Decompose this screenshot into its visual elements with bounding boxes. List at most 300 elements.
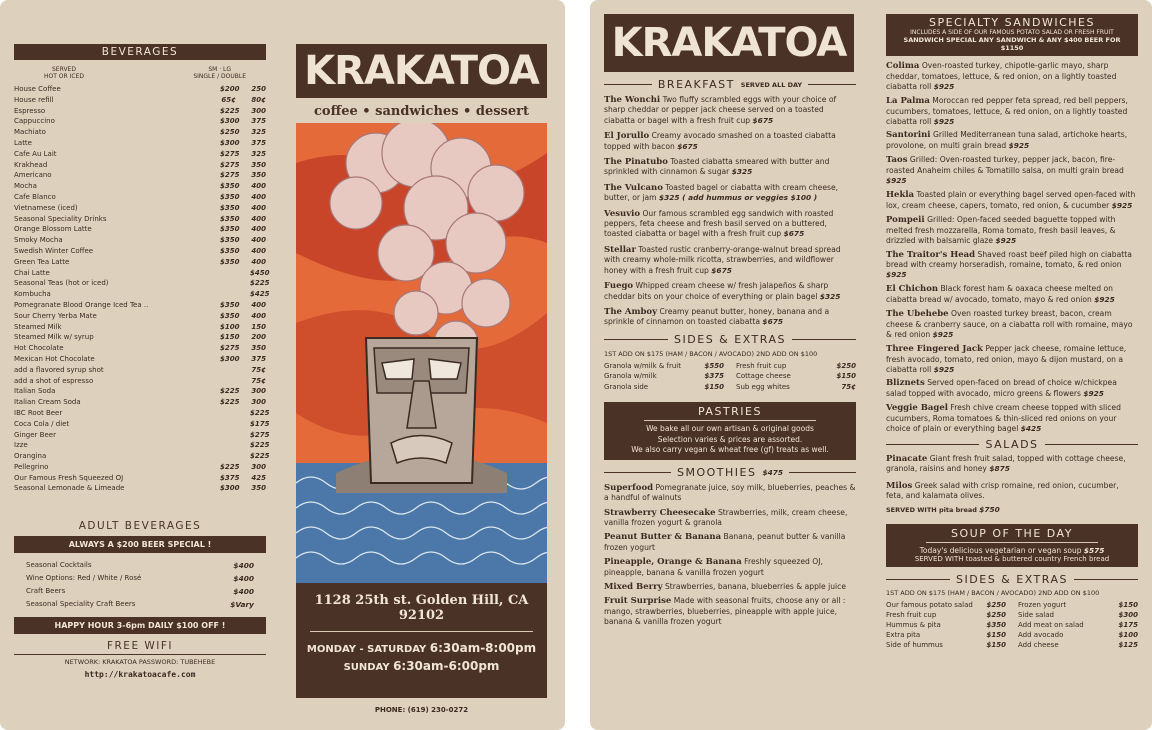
item-name: Strawberry Cheesecake: [604, 507, 716, 518]
beverage-price-sm: $225: [220, 398, 240, 407]
side-name: Fresh fruit cup: [736, 361, 787, 370]
beverage-row: [14, 95, 266, 106]
sandwiches-item: [886, 96, 1138, 127]
side-price: $150: [704, 382, 724, 391]
beverage-name: Cappuccino: [14, 117, 55, 126]
item-name: The Traitor's Head: [886, 249, 976, 260]
item-name: Pinacate: [886, 454, 928, 464]
sandwiches-item: [886, 215, 1138, 246]
beverage-row: [14, 116, 266, 127]
item-name: Bliznets: [886, 378, 925, 389]
item-name: Vesuvio: [604, 208, 641, 219]
side-row: [1018, 630, 1138, 640]
item-name: Fruit Surprise: [604, 596, 672, 607]
beverage-price-sm: $275: [220, 160, 240, 169]
smoothies-item: [604, 532, 856, 553]
side-row: [604, 382, 724, 393]
pastries-text: [604, 424, 856, 456]
item-desc: Banana, peanut butter & vanilla frozen yogurt: [604, 532, 846, 552]
adult-row: [26, 598, 254, 611]
beverage-price-lg: $275: [250, 430, 270, 439]
beverage-price-lg: 350: [251, 160, 266, 169]
beverage-name: Krakhead: [14, 160, 48, 169]
beverage-row: [14, 246, 266, 257]
poster-footer: [296, 583, 547, 698]
beverage-name: Cafe Blanco: [14, 192, 56, 201]
adult-row: [26, 572, 254, 585]
volcano-illustration: [296, 123, 547, 583]
beverage-row: [14, 332, 266, 343]
side-name: Add cheese: [1018, 640, 1059, 649]
soup-price: $575: [1083, 545, 1105, 555]
soup-desc: Today's delicious vegetarian or vegan soup: [919, 545, 1082, 555]
side-price: $250: [986, 610, 1006, 619]
item-desc: Giant fresh fruit salad, topped with cottage cheese, granola, raisins and honey: [886, 454, 1126, 474]
beverage-price-lg: 400: [251, 236, 266, 245]
adult-price: $Vary: [230, 600, 254, 609]
beverage-price-lg: 400: [251, 225, 266, 234]
beverage-row: [14, 84, 266, 95]
beverage-price-lg: 400: [251, 300, 266, 309]
beverage-name: Seasonal Lemonade & Limeade: [14, 484, 125, 493]
beverage-price-sm: $275: [220, 149, 240, 158]
adult-row: [26, 585, 254, 598]
beverage-price-sm: $350: [220, 192, 240, 201]
hours: [296, 640, 547, 676]
beverage-row: [14, 430, 270, 441]
beverage-price-lg: $225: [250, 441, 270, 450]
side-name: Side salad: [1018, 610, 1054, 619]
beverage-name: House refill: [14, 95, 54, 104]
item-name: Peanut Butter & Banana: [604, 532, 722, 543]
sandwich-header: [886, 14, 1138, 56]
beverage-row: [14, 289, 270, 300]
adult-title: ADULT BEVERAGES: [78, 520, 202, 532]
beverage-price-lg: 350: [251, 344, 266, 353]
beverage-price-lg: 80¢: [251, 95, 266, 104]
side-price: $150: [836, 372, 856, 381]
breakfast-item: [604, 131, 856, 152]
salads-title: SALADS: [985, 438, 1039, 451]
beverage-price-sm: $350: [220, 214, 240, 223]
item-desc: Oven-roasted turkey, chipotle-garlic mayo, sharp cheddar, tomatoes, lettuce, & red onion, on a lightly toasted ciabatta roll: [886, 61, 1117, 91]
beverage-price-lg: 350: [251, 171, 266, 180]
beverage-price-sm: $225: [220, 387, 240, 396]
pastry-line: We also carry vegan & wheat free (gf) treats as well.: [631, 445, 829, 455]
item-desc: Creamy peanut butter, honey, banana and a sprinkle of cinnamon on toasted ciabatta: [604, 306, 830, 327]
beverage-price-sm: $350: [220, 225, 240, 234]
beverage-row: [14, 278, 270, 289]
side-name: Add meat on salad: [1018, 620, 1084, 629]
side-row: [736, 371, 856, 382]
item-desc: Grilled: Open-faced seeded baguette topped with melted fresh mozzarella, Roma tomato, fresh basil leaves, & drizzled with balsamic glaze: [886, 214, 1116, 245]
adult-price: $400: [233, 587, 254, 596]
beverage-price-sm: 65¢: [221, 95, 236, 104]
beverage-row: [14, 127, 266, 138]
side-row: [886, 640, 1006, 650]
side-price: $250: [986, 600, 1006, 609]
item-name: El Jorullo: [604, 131, 650, 142]
poster-logo: KRAKATOA: [296, 44, 547, 98]
adult-name: Seasonal Speciality Craft Beers: [26, 600, 136, 608]
pastries-title: PASTRIES: [698, 405, 762, 419]
adult-beverages: [14, 518, 266, 679]
beverage-row: [14, 440, 270, 451]
side-row: [604, 371, 724, 382]
item-desc: Shaved roast beef piled high on ciabatta bread with creamy horseradish, romaine, tomato, & red onion: [886, 249, 1132, 270]
item-price: $675: [783, 229, 805, 239]
beverage-row: [14, 214, 266, 225]
beverages-title: BEVERAGES: [14, 44, 266, 60]
item-desc: Greek salad with crisp romaine, red onion, cucumber, feta, and kalamata olives.: [886, 480, 1119, 501]
beverage-price-sm: $300: [220, 138, 240, 147]
side-row: [1018, 600, 1138, 610]
item-desc: Toasted bagel or ciabatta with cream cheese, butter, or jam: [604, 182, 839, 203]
beverage-price-sm: $275: [220, 171, 240, 180]
beverage-price-sm: [220, 289, 236, 300]
item-desc: Moroccan red pepper feta spread, red bell peppers, cucumbers, tomatoes, lettuce, & red onion, on a lightly toasted ciabatta roll: [886, 95, 1128, 126]
side-price: $100: [1118, 630, 1138, 639]
size-note: SM · LG: [208, 66, 232, 73]
item-name: Superfood: [604, 482, 654, 493]
item-price: $675: [752, 115, 774, 125]
phone: PHONE: (619) 230-0272: [374, 706, 469, 714]
beverage-name: add a flavored syrup shot: [14, 365, 104, 374]
item-price: $925: [933, 81, 955, 91]
beverage-row: [14, 483, 266, 494]
beverage-row: [14, 268, 270, 279]
beverage-row: [14, 160, 266, 171]
left-menu-page: [0, 0, 565, 730]
beverage-name: Green Tea Latte: [14, 257, 70, 266]
breakfast-title: BREAKFAST: [657, 78, 735, 91]
sandwiches-item: [886, 130, 1138, 151]
smoothies-price: $475: [762, 467, 784, 477]
side-price: $150: [1118, 600, 1138, 609]
beverage-price-sm: [220, 278, 236, 289]
item-price: $925: [1083, 389, 1104, 399]
sandwich-special: SANDWICH SPECIAL ANY SANDWICH & ANY $400 BEER FOR $1150: [903, 36, 1121, 52]
beverage-price-sm: $350: [220, 203, 240, 212]
beverage-price-sm: $350: [220, 236, 240, 245]
item-price: $925: [1008, 141, 1030, 151]
item-price: $875: [989, 464, 1010, 474]
website-link[interactable]: http://krakatoacafe.com: [84, 670, 196, 679]
sides-addon: 1ST ADD ON $175 (HAM / BACON / AVOCADO) 2ND ADD ON $100: [604, 349, 818, 358]
sandwiches-item: [886, 250, 1138, 281]
beverage-price-sm: $150: [220, 333, 240, 342]
item-name: Fuego: [604, 281, 634, 292]
beverage-row: [14, 376, 266, 387]
item-price: $925: [1111, 200, 1133, 210]
side-row: [736, 382, 856, 393]
beverage-name: Espresso: [14, 106, 46, 115]
breakfast-item: [604, 307, 856, 328]
salads-item: [886, 481, 1138, 502]
sandwich-column: [886, 14, 1138, 650]
item-desc: Toasted rustic cranberry-orange-walnut bread spread with creamy whole-milk ricotta, strawberries, and wildflower honey with a fresh fruit cup: [604, 244, 841, 275]
single-double-note: SINGLE / DOUBLE: [193, 73, 246, 80]
hours-days: MONDAY - SATURDAY: [306, 644, 427, 655]
beverage-name: Chai Latte: [14, 268, 50, 277]
beverage-row: [14, 257, 266, 268]
item-price: $425: [1020, 424, 1042, 434]
beverage-row: [14, 192, 266, 203]
side-name: Frozen yogurt: [1018, 600, 1067, 609]
smoothies-item: [604, 596, 856, 627]
item-desc: Oven roasted turkey breast, bacon, cream cheese & cranberry sauce, on a ciabatta roll with romaine, mayo & red onion: [886, 309, 1133, 339]
item-desc: Fresh chive cream cheese topped with sliced cucumbers, Roma tomatoes & thin-sliced red onions on your choice of plain or everything bagel: [886, 403, 1121, 434]
sandwiches-item: [886, 403, 1138, 434]
beverage-row: [14, 149, 266, 160]
beverage-name: Steamed Milk: [14, 322, 62, 331]
item-desc: Toasted ciabatta smeared with butter and sprinkled with cinnamon & sugar: [604, 157, 830, 177]
beverage-price-lg: 375: [251, 354, 266, 363]
side-name: Our famous potato salad: [886, 600, 973, 609]
beverage-price-sm: $300: [220, 484, 240, 493]
item-name: The Amboy: [604, 306, 658, 317]
beverage-row: [14, 138, 266, 149]
breakfast-item: [604, 281, 856, 302]
item-desc: Our famous scrambled egg sandwich with roasted peppers, feta cheese and fresh basil served on a buttered, toasted ciabatta or bagel with a fresh fruit cup: [604, 208, 834, 239]
adult-name: Wine Options: Red / White / Rosé: [26, 574, 142, 582]
smoothies-item: [604, 483, 856, 504]
beverage-price-sm: [220, 440, 236, 451]
beverage-row: [14, 322, 266, 333]
side-price: $175: [1118, 620, 1138, 629]
beverage-row: [14, 224, 266, 235]
beverage-price-lg: 75¢: [251, 365, 266, 374]
beverage-name: Vietnamese (iced): [14, 203, 78, 212]
beverage-price-sm: $350: [220, 246, 240, 255]
beverage-price-sm: [220, 408, 236, 419]
beverage-price-lg: 150: [251, 322, 266, 331]
beverage-price-sm: [220, 268, 236, 279]
beverage-price-sm: $350: [220, 311, 240, 320]
beverage-name: Kombucha: [14, 290, 51, 299]
beverage-name: Ginger Beer: [14, 430, 56, 439]
item-desc: Pomegranate juice, soy milk, blueberries, peaches & a handful of walnuts: [604, 482, 856, 503]
beverage-price-lg: 400: [251, 214, 266, 223]
adult-price: $400: [233, 561, 254, 570]
breakfast-item: [604, 95, 856, 126]
item-name: Taos: [886, 155, 908, 166]
breakfast-item: [604, 209, 856, 240]
beverage-price-lg: 400: [251, 257, 266, 266]
hours-row: [296, 640, 547, 658]
side-row: [886, 620, 1006, 630]
beverage-price-lg: 300: [251, 387, 266, 396]
beverage-price-sm: $350: [220, 257, 240, 266]
beverage-price-sm: [220, 430, 236, 441]
beverage-row: [14, 343, 266, 354]
beverage-row: [14, 419, 270, 430]
beverage-row: [14, 354, 266, 365]
item-desc: Strawberries, banana, blueberries & apple juice: [664, 581, 846, 591]
item-desc: Strawberries, milk, cream cheese, vanilla frozen yogurt & granola: [604, 507, 848, 527]
item-name: The Ubehebe: [886, 309, 949, 320]
beverage-price-sm: $300: [220, 354, 240, 363]
beverage-name: Swedish Winter Coffee: [14, 246, 94, 255]
side-name: Side of hummus: [886, 640, 943, 649]
beverage-row: [14, 397, 266, 408]
sandwich-note: INCLUDES A SIDE OF OUR FAMOUS POTATO SALAD OR FRESH FRUIT: [910, 29, 1114, 36]
beverage-price-sm: $350: [220, 300, 240, 309]
breakfast-note: SERVED ALL DAY: [740, 80, 803, 89]
side-name: Fresh fruit cup: [886, 610, 937, 619]
tiki-head: [366, 338, 477, 483]
side-price: $375: [704, 372, 724, 381]
item-name: Three Fingered Jack: [886, 343, 983, 354]
side-price: $300: [1118, 610, 1138, 619]
beverage-price-sm: $225: [220, 462, 240, 471]
beverage-price-lg: 375: [251, 117, 266, 126]
side-price: $250: [836, 361, 856, 370]
breakfast-list: [604, 95, 856, 328]
adult-name: Seasonal Cocktails: [26, 561, 92, 569]
sandwiches-item: [886, 344, 1138, 375]
beverage-row: [14, 365, 266, 376]
beverage-price-sm: $100: [220, 322, 240, 331]
side-name: Hummus & pita: [886, 620, 941, 629]
beverage-row: [14, 203, 266, 214]
beverage-list: [14, 84, 270, 494]
breakfast-column: [604, 14, 856, 632]
beverage-row: [14, 311, 266, 322]
item-name: El Chichon: [886, 284, 939, 295]
item-name: The Vulcano: [604, 182, 663, 193]
item-name: Milos: [886, 480, 913, 491]
item-name: Mixed Berry: [604, 581, 663, 592]
wifi-title: FREE WIFI: [106, 640, 174, 652]
side-price: $125: [1118, 640, 1138, 649]
breakfast-item: [604, 183, 856, 204]
beverage-price-lg: $225: [250, 408, 270, 417]
beverage-price-lg: 400: [251, 311, 266, 320]
breakfast-item: [604, 157, 856, 178]
beverage-name: Mexican Hot Chocolate: [14, 354, 95, 363]
right-menu-page: [590, 0, 1152, 730]
side-row: [604, 361, 724, 372]
item-price: $675: [711, 265, 732, 275]
item-name: Veggie Bagel: [886, 403, 948, 414]
item-price: $675: [677, 141, 698, 151]
salads-item: [886, 454, 1138, 475]
sides2-addon: 1ST ADD ON $175 (HAM / BACON / AVOCADO) 2ND ADD ON $100: [886, 588, 1100, 597]
beverage-price-sm: [220, 419, 236, 430]
beverage-price-sm: $200: [220, 85, 240, 93]
side-row: [736, 361, 856, 372]
side-name: Cottage cheese: [736, 372, 791, 381]
item-price: $925: [886, 176, 907, 186]
sides-title: SIDES & EXTRAS: [674, 332, 786, 346]
beverage-price-sm: $300: [220, 117, 240, 126]
beverage-name: Seasonal Teas (hot or iced): [14, 279, 109, 288]
adult-row: [26, 559, 254, 572]
item-name: Colima: [886, 61, 920, 71]
pastry-line: We bake all our own artisan & original goods: [646, 424, 814, 434]
item-desc: Toasted plain or everything bagel served open-faced with lox, cream cheese, capers, tomato, red onion, & cucumber: [886, 189, 1136, 210]
beverage-row: [14, 386, 266, 397]
side-name: Extra pita: [886, 630, 921, 639]
beverage-price-sm: $375: [220, 473, 240, 482]
beverage-price-lg: $425: [250, 290, 270, 299]
beverage-name: Americano: [14, 171, 52, 180]
hours-time: 6:30am-6:00pm: [393, 659, 500, 673]
beverage-name: Mocha: [14, 182, 37, 191]
beverage-name: Our Famous Fresh Squeezed OJ: [14, 473, 124, 482]
beverage-name: Italian Cream Soda: [14, 398, 81, 407]
item-price: $325: [731, 167, 753, 177]
smoothies-item: [604, 508, 856, 529]
beverage-price-lg: 375: [251, 138, 266, 147]
item-desc: Made with seasonal fruits, choose any or all : mango, strawberries, blueberries, pineapple with apple juice, banana & vanilla frozen yogurt: [604, 596, 846, 627]
beverage-name: Coca Cola / diet: [14, 419, 70, 428]
beverage-price-sm: [220, 451, 236, 462]
item-desc: Two fluffy scrambled eggs with your choice of sharp cheddar or pepper jack cheese served on a toasted ciabatta or bagel with a fresh fruit cup: [604, 95, 837, 125]
beverage-row: [14, 473, 266, 484]
pastry-line: Selection varies & prices are assorted.: [657, 434, 803, 444]
item-desc: Creamy avocado smashed on a toasted ciabatta topped with bacon: [604, 131, 836, 151]
item-name: The Wonchi: [604, 95, 661, 105]
side-row: [1018, 620, 1138, 630]
served-note: SERVED: [52, 66, 76, 73]
salad-served-price: $750: [979, 504, 1000, 514]
item-desc: Served open-faced on bread of choice w/chickpea salad topped with avocado, micro greens & flowers: [886, 378, 1117, 399]
side-row: [1018, 640, 1138, 650]
item-price: $925: [995, 235, 1017, 245]
sandwiches-item: [886, 284, 1138, 305]
beverage-name: Pomegranate Blood Orange Iced Tea ..: [14, 300, 149, 309]
item-price: $925: [1094, 295, 1115, 305]
beverage-price-lg: 300: [251, 398, 266, 407]
side-row: [886, 600, 1006, 610]
beverage-name: Machiato: [14, 128, 46, 137]
beverages-column: [14, 44, 270, 494]
sides2-title: SIDES & EXTRAS: [956, 572, 1068, 586]
beverage-name: Steamed Milk w/ syrup: [14, 333, 94, 342]
beverage-price-lg: 300: [251, 462, 266, 471]
beverage-price-lg: 325: [251, 128, 266, 137]
beverage-price-sm: $225: [220, 106, 240, 115]
beverage-price-lg: 75¢: [251, 376, 266, 385]
sandwiches-item: [886, 190, 1138, 211]
wifi-credentials: NETWORK: KRAKATOA PASSWORD: TUBEHEBE: [64, 658, 216, 666]
beverage-name: Seasonal Speciality Drinks: [14, 214, 107, 223]
smoothies-title: SMOOTHIES: [676, 465, 757, 479]
beverage-row: [14, 408, 270, 419]
beverage-row: [14, 235, 266, 246]
side-name: Sub egg whites: [736, 382, 790, 391]
beverage-price-lg: $175: [250, 419, 270, 428]
item-price: $925: [932, 329, 954, 339]
beverage-price-lg: 400: [251, 182, 266, 191]
beverage-price-sm: [220, 376, 236, 387]
item-price: $925: [933, 116, 955, 126]
item-name: Santorini: [886, 130, 931, 141]
item-name: Pompeii: [886, 214, 925, 225]
beverage-price-lg: 400: [251, 192, 266, 201]
item-price: $925: [886, 270, 907, 280]
item-price: $925: [933, 364, 955, 374]
item-desc: Freshly squeezed OJ, pineapple, banana & vanilla frozen yogurt: [604, 557, 823, 577]
beverage-price-sm: $250: [220, 128, 240, 137]
beverage-price-lg: $225: [250, 452, 270, 461]
beverage-price-lg: 200: [251, 333, 266, 342]
beverage-name: Orange Blossom Latte: [14, 225, 92, 234]
item-desc: Grilled Mediterranean tuna salad, artichoke hearts, provolone, on multi grain bread: [886, 130, 1128, 151]
breakfast-item: [604, 245, 856, 276]
